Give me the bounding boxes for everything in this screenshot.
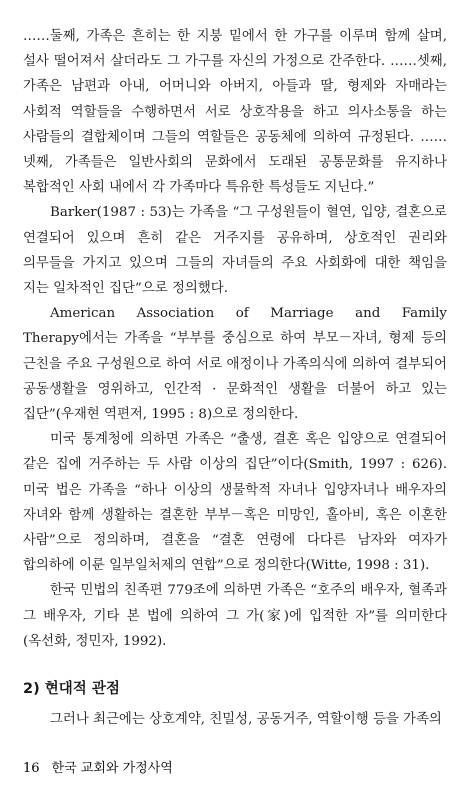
page-number: 16 bbox=[23, 761, 40, 776]
paragraph-3: American Association of Marriage and Family Therapy에서는 가족을 “부부를 중심으로 하여 부모－자녀, 형제 등의 근친을 주요 구성원으로 하여 서로 애정이나 가족의식에 의하여 결부되어 공동생활을 영위하고, 인간적 · 문화적인 생활을 더불어 하고 있는 집단”(우재현 역편저, 1995 : 8)으로 정의한다. bbox=[23, 306, 447, 423]
paragraph-4: 미국 통계청에 의하면 가족은 “출생, 결혼 혹은 입양으로 연결되어 같은 집에 거주하는 두 사람 이상의 집단”이다(Smith, 1997 : 626). 미국 법은 가족을 “하나 이상의 생물학적 자녀나 입양자녀나 배우자의 자녀와 함께 생활하는 결혼한 부부－혹은 미망인, 홀아비, 혹은 이혼한 사람”으로 정의하며, 결혼을 “결혼 연령에 다다른 남자와 여자가 합의하에 이룬 일부일처제의 연합”으로 정의한다(Witte, 1998 : 31). bbox=[23, 432, 447, 574]
paragraph-5: 한국 민법의 친족편 779조에 의하면 가족은 “호주의 배우자, 혈족과 그 배우자, 기타 본 법에 의하여 그 가(家)에 입적한 자”를 의미한다(옥선화, 정민자, 1992). bbox=[23, 583, 447, 649]
paragraph-6: 그러나 최근에는 상호계약, 친밀성, 공동거주, 역할이행 등을 가족의 bbox=[50, 712, 442, 728]
section-heading: 2) 현대적 관점 bbox=[23, 681, 120, 698]
paragraph-1: ……둘째, 가족은 흔히는 한 지붕 밑에서 한 가구를 이루며 함께 살며, 설사 떨어져서 살더라도 그 가구를 자신의 가정으로 간주한다. ……셋째, 가족은 남편과 아내, 어머니와 아버지, 아들과 딸, 형제와 자매라는 사회적 역할들을 수행하면서 서로 상호작용을 하고 의사소통을 하는 사람들의 결합체이며 그들의 역할들은 공동체에 의하여 규정된다. ……넷째, 가족들은 일반사회의 문화에서 도래된 공통문화를 유지하나 복합적인 사회 내에서 각 가족마다 특유한 특성들도 지닌다.” bbox=[23, 29, 447, 196]
paragraph-2: Barker(1987 : 53)는 가족을 “그 구성원들이 혈연, 입양, 결혼으로 연결되어 있으며 흔히 같은 거주지를 공유하며, 상호적인 권리와 의무들을 가지고 있으며 그들의 자녀들의 주요 사회화에 대한 책임을 지는 일차적인 집단”으로 정의했다. bbox=[23, 205, 447, 297]
running-title: 한국 교회와 가정사역 bbox=[51, 761, 173, 776]
page-footer bbox=[23, 760, 173, 778]
